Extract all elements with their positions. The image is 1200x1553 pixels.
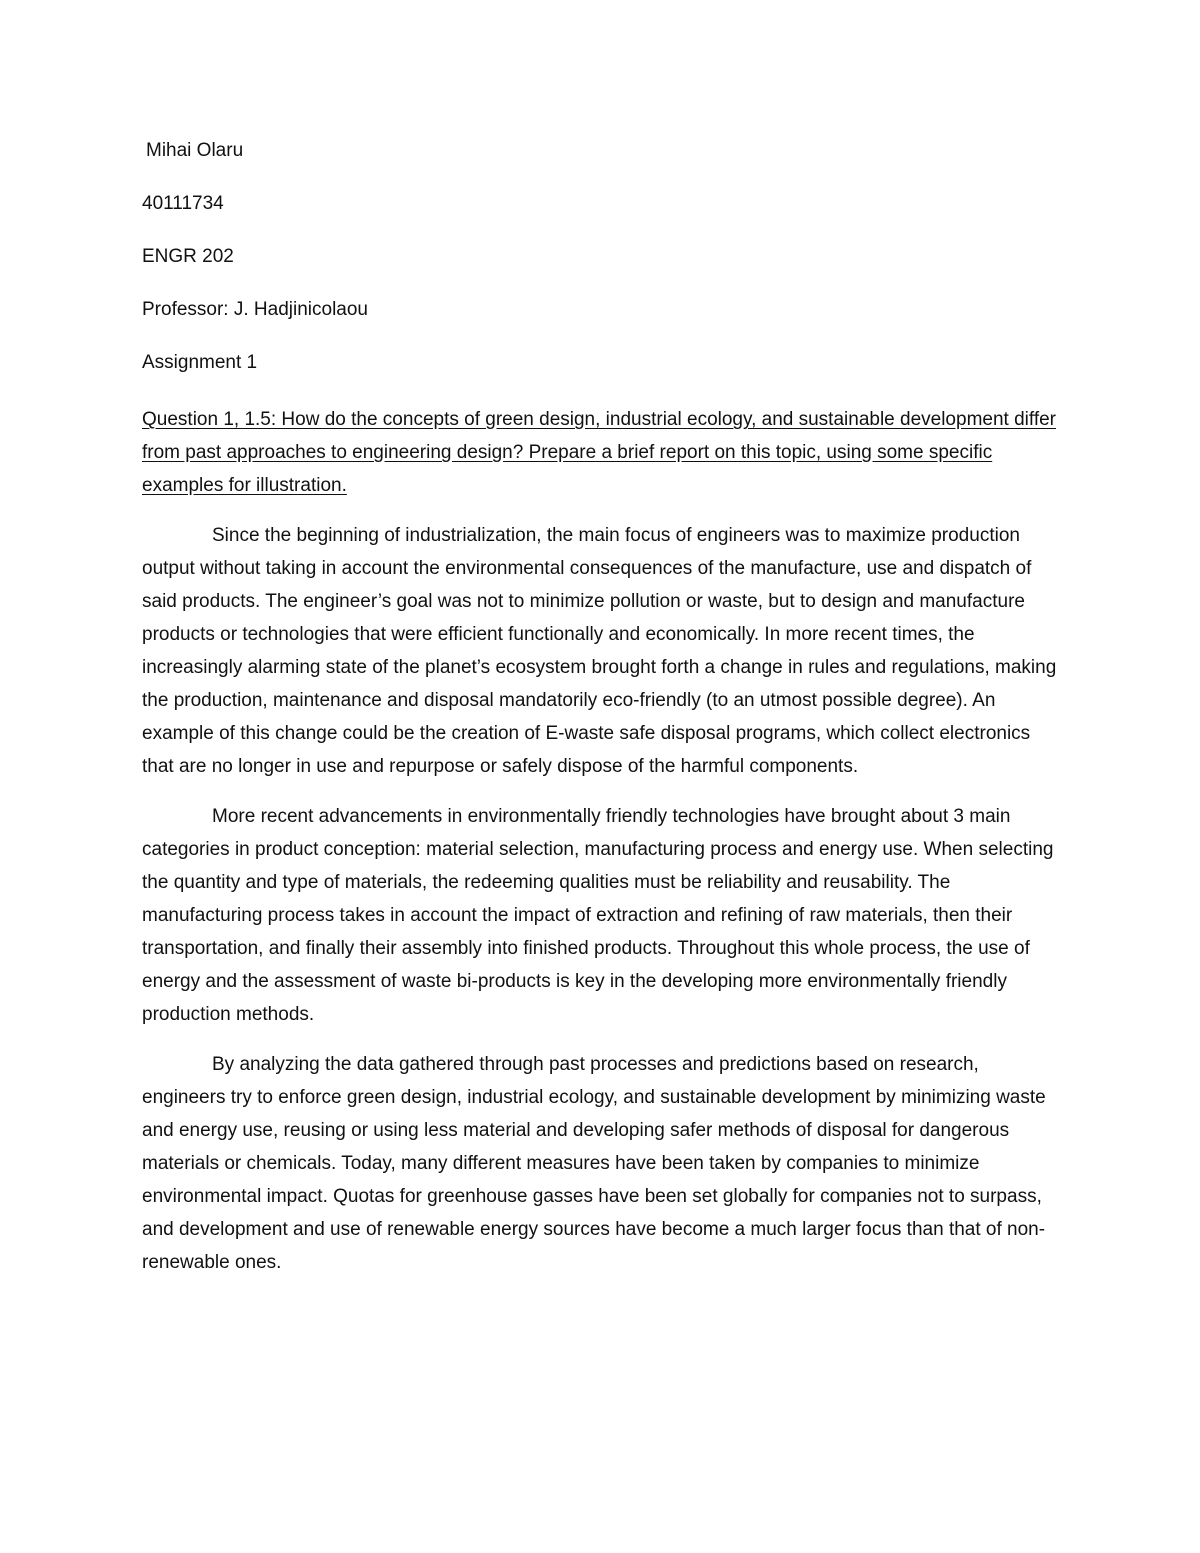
professor-line: Professor: J. Hadjinicolaou [142, 299, 368, 320]
assignment-title: Assignment 1 [142, 352, 258, 373]
document-body [142, 138, 1060, 1296]
paragraph-1: Since the beginning of industrialization, the main focus of engineers was to maximize production output without taking in account the environmental consequences of the manufacture, use and dispatch of said products. The engineer’s goal was not to minimize pollution or waste, but to design and manufacture products or technologies that were efficient functionally and economically. In more recent times, the increasingly alarming state of the planet’s ecosystem brought forth a change in rules and regulations, making the production, maintenance and disposal mandatorily eco-friendly (to an utmost possible degree). An example of this change could be the creation of E-waste safe disposal programs, which collect electronics that are no longer in use and repurpose or safely dispose of the harmful components. [142, 525, 1057, 777]
course-code: ENGR 202 [142, 246, 234, 267]
paragraph-3: By analyzing the data gathered through past processes and predictions based on research, engineers try to enforce green design, industrial ecology, and sustainable development by minimizing waste and energy use, reusing or using less material and developing safer methods of disposal for dangerous materials or chemicals. Today, many different measures have been taken by companies to minimize environmental impact. Quotas for greenhouse gasses have been set globally for companies not to surpass, and development and use of renewable energy sources have become a much larger focus than that of non-renewable ones. [142, 1054, 1046, 1273]
author-name: Mihai Olaru [146, 140, 244, 161]
paragraph-2: More recent advancements in environmentally friendly technologies have brought about 3 main categories in product conception: material selection, manufacturing process and energy use. When selecting the quantity and type of materials, the redeeming qualities must be reliability and reusability. The manufacturing process takes in account the impact of extraction and refining of raw materials, then their transportation, and finally their assembly into finished products. Throughout this whole process, the use of energy and the assessment of waste bi-products is key in the developing more environmentally friendly production methods. [142, 806, 1054, 1025]
student-id: 40111734 [142, 193, 224, 214]
question-prompt: Question 1, 1.5: How do the concepts of green design, industrial ecology, and sustainable development differ from past approaches to engineering design? Prepare a brief report on this topic, using some specific examples for illustration. [142, 409, 1056, 496]
